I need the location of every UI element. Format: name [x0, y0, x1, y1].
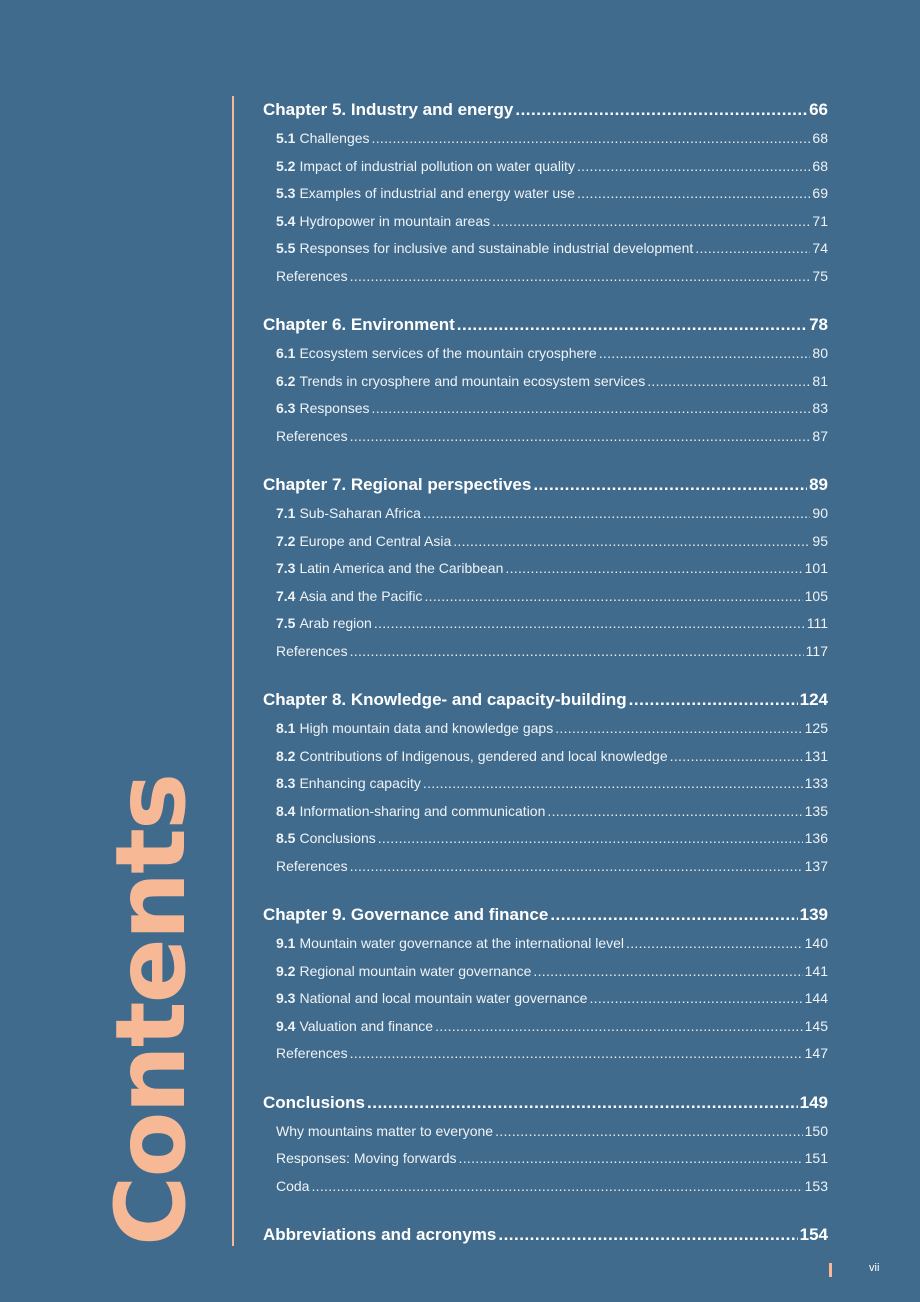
divider-line	[232, 96, 234, 1246]
chapter-page-number: 149	[799, 1092, 828, 1112]
toc-entry-row[interactable]	[263, 395, 828, 423]
toc-entry-row[interactable]	[263, 1013, 828, 1041]
section-number: 7.2	[276, 532, 296, 549]
toc-entry-row[interactable]	[263, 180, 828, 208]
dot-leader	[515, 96, 807, 123]
chapter-title: Chapter 7. Regional perspectives	[263, 475, 532, 494]
section-number: 9.3	[276, 990, 296, 1006]
section-page-number: 81	[812, 372, 828, 389]
toc-entry-row[interactable]	[263, 153, 828, 181]
chapter-heading-row[interactable]	[263, 471, 828, 498]
section-title: Responses for inclusive and sustainable industrial development	[299, 240, 694, 256]
section-title: Conclusions	[299, 830, 376, 846]
section-page-number: 68	[812, 130, 828, 146]
toc-entry-row[interactable]	[263, 528, 828, 556]
section-title: References	[276, 1045, 348, 1061]
section-page-number: 136	[804, 830, 828, 846]
section-page-number: 95	[812, 532, 828, 549]
chapter-page-number: 78	[809, 315, 828, 334]
section-title: Trends in cryosphere and mountain ecosystem services	[299, 372, 646, 389]
toc-entry-row[interactable]	[263, 715, 828, 743]
section-title: Arab region	[299, 615, 372, 631]
section-number: 5.2	[276, 157, 296, 174]
section-page-number: 101	[804, 560, 828, 576]
section-title: Sub-Saharan Africa	[299, 505, 421, 521]
toc-chapter	[263, 1221, 828, 1248]
chapter-page-number: 124	[799, 690, 828, 709]
section-number: 6.1	[276, 345, 296, 361]
dot-leader	[495, 1118, 803, 1146]
toc-entry-row[interactable]	[263, 770, 828, 798]
toc-entry-row[interactable]	[263, 500, 828, 528]
toc-entry-row[interactable]	[263, 125, 828, 153]
section-page-number: 87	[812, 427, 828, 444]
section-title: Information-sharing and communication	[299, 802, 546, 819]
toc-entry-row[interactable]	[263, 1173, 828, 1201]
dot-leader	[378, 825, 803, 853]
dot-leader	[453, 528, 810, 556]
dot-leader	[424, 583, 802, 611]
section-title: References	[276, 267, 348, 284]
toc-entry-row[interactable]	[263, 985, 828, 1013]
toc-chapter	[263, 471, 828, 665]
section-number: 9.2	[276, 962, 296, 979]
dot-leader	[372, 395, 811, 423]
section-number: 9.4	[276, 1017, 296, 1034]
toc-entry-row[interactable]	[263, 555, 828, 583]
side-title: Contents	[95, 774, 207, 1246]
section-page-number: 117	[805, 642, 828, 659]
dot-leader	[577, 153, 810, 181]
toc-entry-row[interactable]	[263, 853, 828, 881]
toc-entry-row[interactable]	[263, 610, 828, 638]
section-title: Why mountains matter to everyone	[276, 1122, 494, 1139]
chapter-page-number: 89	[809, 475, 828, 494]
toc-entry-row[interactable]	[263, 235, 828, 263]
chapter-title: Chapter 8. Knowledge- and capacity-building	[263, 690, 627, 709]
toc-entry-row[interactable]	[263, 340, 828, 368]
dot-leader	[533, 471, 807, 498]
section-title: Ecosystem services of the mountain cryosphere	[299, 345, 597, 361]
toc-entry-row[interactable]	[263, 930, 828, 958]
section-title: Europe and Central Asia	[299, 532, 452, 549]
section-title: References	[276, 857, 348, 874]
toc-chapter	[263, 1089, 828, 1201]
section-page-number: 105	[804, 587, 828, 604]
section-page-number: 153	[804, 1177, 828, 1194]
dot-leader	[350, 1040, 803, 1068]
toc-chapter	[263, 311, 828, 450]
section-number: 7.4	[276, 587, 296, 604]
section-title: High mountain data and knowledge gaps	[299, 720, 554, 736]
dot-leader	[695, 235, 810, 263]
section-page-number: 145	[804, 1017, 828, 1034]
dot-leader	[459, 1145, 803, 1173]
section-number: 7.1	[276, 505, 296, 521]
section-number: 8.5	[276, 830, 296, 846]
section-page-number: 150	[804, 1122, 828, 1139]
section-page-number: 90	[812, 505, 828, 521]
toc-entry-row[interactable]	[263, 423, 828, 451]
section-title: Enhancing capacity	[299, 775, 421, 791]
toc-chapter	[263, 686, 828, 880]
section-title: Hydropower in mountain areas	[299, 212, 491, 229]
section-page-number: 71	[812, 212, 828, 229]
section-title: Valuation and finance	[299, 1017, 434, 1034]
section-page-number: 68	[812, 157, 828, 174]
dot-leader	[423, 500, 811, 528]
dot-leader	[547, 798, 802, 826]
section-page-number: 75	[812, 267, 828, 284]
section-number: 9.1	[276, 935, 296, 951]
toc-chapter	[263, 901, 828, 1068]
section-number: 5.5	[276, 240, 296, 256]
toc-entry-row[interactable]	[263, 958, 828, 986]
chapter-heading-row[interactable]	[263, 96, 828, 123]
section-title: Examples of industrial and energy water use	[299, 185, 575, 201]
chapter-title: Chapter 9. Governance and finance	[263, 905, 549, 924]
dot-leader	[555, 715, 802, 743]
chapter-heading-row[interactable]	[263, 686, 828, 713]
section-title: National and local mountain water governance	[299, 990, 588, 1006]
dot-leader	[589, 985, 802, 1013]
section-number: 5.3	[276, 185, 296, 201]
section-title: Responses	[299, 400, 370, 416]
chapter-page-number: 66	[809, 100, 828, 119]
toc-entry-row[interactable]	[263, 1145, 828, 1173]
section-page-number: 140	[804, 935, 828, 951]
dot-leader	[492, 208, 810, 236]
dot-leader	[626, 930, 803, 958]
section-title: Coda	[276, 1177, 310, 1194]
chapter-heading-row[interactable]	[263, 311, 828, 338]
chapter-heading-row[interactable]	[263, 901, 828, 928]
section-title: References	[276, 427, 348, 444]
chapter-page-number: 154	[799, 1225, 828, 1244]
dot-leader	[599, 340, 811, 368]
dot-leader	[629, 686, 798, 713]
section-page-number: 80	[812, 345, 828, 361]
dot-leader	[374, 610, 805, 638]
toc-entry-row[interactable]	[263, 825, 828, 853]
section-page-number: 135	[804, 802, 828, 819]
footer-page-number: vii	[869, 1262, 880, 1274]
section-page-number: 74	[812, 240, 828, 256]
section-number: 5.4	[276, 212, 296, 229]
toc-entry-row[interactable]	[263, 1040, 828, 1068]
dot-leader	[350, 638, 804, 666]
section-number: 6.3	[276, 400, 296, 416]
section-title: Contributions of Indigenous, gendered and local knowledge	[299, 747, 668, 764]
section-title: Responses: Moving forwards	[276, 1150, 457, 1166]
dot-leader	[350, 853, 803, 881]
section-number: 8.2	[276, 747, 296, 764]
section-title: References	[276, 642, 348, 659]
section-title: Challenges	[299, 130, 370, 146]
toc-entry-row[interactable]	[263, 263, 828, 291]
toc-entry-row[interactable]	[263, 1118, 828, 1146]
toc-entry-row[interactable]	[263, 368, 828, 396]
dot-leader	[505, 555, 802, 583]
section-title: Regional mountain water governance	[299, 962, 532, 979]
section-number: 7.3	[276, 560, 296, 576]
toc-entry-row[interactable]	[263, 743, 828, 771]
section-title: Latin America and the Caribbean	[299, 560, 504, 576]
section-number: 8.3	[276, 775, 296, 791]
chapter-heading-row[interactable]	[263, 1221, 828, 1248]
section-page-number: 147	[804, 1045, 828, 1061]
dot-leader	[457, 311, 807, 338]
section-page-number: 144	[804, 990, 828, 1006]
section-number: 8.4	[276, 802, 296, 819]
dot-leader	[550, 901, 797, 928]
section-number: 6.2	[276, 372, 296, 389]
dot-leader	[435, 1013, 803, 1041]
section-number: 8.1	[276, 720, 296, 736]
section-page-number: 131	[804, 747, 828, 764]
section-number: 7.5	[276, 615, 296, 631]
dot-leader	[533, 958, 802, 986]
section-page-number: 137	[804, 857, 828, 874]
dot-leader	[372, 125, 811, 153]
toc-chapter	[263, 96, 828, 290]
toc-entry-row[interactable]	[263, 798, 828, 826]
toc-entry-row[interactable]	[263, 638, 828, 666]
section-page-number: 151	[804, 1150, 828, 1166]
dot-leader	[577, 180, 810, 208]
section-title: Asia and the Pacific	[299, 587, 423, 604]
dot-leader	[350, 423, 811, 451]
dot-leader	[647, 368, 810, 396]
section-page-number: 111	[806, 615, 828, 631]
table-of-contents	[263, 96, 828, 1269]
section-page-number: 69	[812, 185, 828, 201]
section-page-number: 133	[804, 775, 828, 791]
footer-accent-bar	[829, 1263, 832, 1277]
chapter-title: Conclusions	[263, 1092, 366, 1112]
chapter-title: Chapter 6. Environment	[263, 315, 455, 334]
section-title: Mountain water governance at the international level	[299, 935, 625, 951]
chapter-heading-row[interactable]	[263, 1089, 828, 1116]
toc-entry-row[interactable]	[263, 583, 828, 611]
dot-leader	[670, 743, 803, 771]
dot-leader	[498, 1221, 797, 1248]
section-page-number: 83	[812, 400, 828, 416]
chapter-page-number: 139	[799, 905, 828, 924]
chapter-title: Chapter 5. Industry and energy	[263, 100, 514, 119]
toc-entry-row[interactable]	[263, 208, 828, 236]
section-page-number: 125	[804, 720, 828, 736]
dot-leader	[350, 263, 811, 291]
section-title: Impact of industrial pollution on water quality	[299, 157, 575, 174]
dot-leader	[311, 1173, 802, 1201]
dot-leader	[367, 1089, 798, 1116]
section-number: 5.1	[276, 130, 296, 146]
dot-leader	[423, 770, 803, 798]
chapter-title: Abbreviations and acronyms	[263, 1225, 497, 1244]
section-page-number: 141	[804, 962, 828, 979]
